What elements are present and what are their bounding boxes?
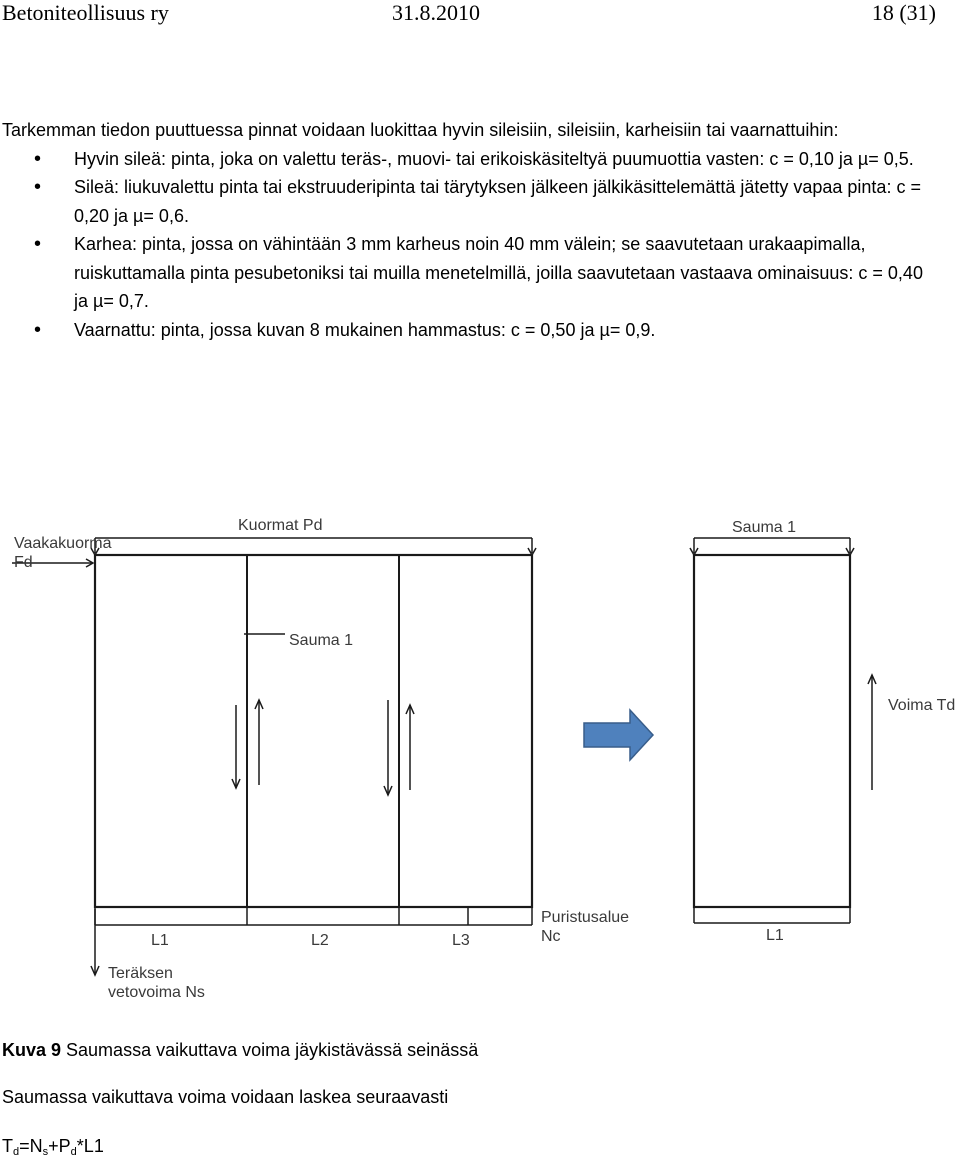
formula-part: +P xyxy=(48,1136,71,1156)
formula-subscript: d xyxy=(70,1146,77,1158)
transition-arrow-icon xyxy=(584,710,653,760)
formula xyxy=(2,1136,104,1158)
dimension-l2-label: L2 xyxy=(311,932,329,949)
panel-outline xyxy=(694,555,850,907)
figure-wall-joint-forces xyxy=(0,505,960,1010)
dimension-l1-label: L1 xyxy=(151,932,169,949)
header-page-number: 18 (31) xyxy=(871,0,936,25)
joint-label-right: Sauma 1 xyxy=(732,519,797,536)
header-organization: Betoniteollisuus ry xyxy=(2,0,169,25)
wall-panels-outline xyxy=(95,555,532,907)
formula-part: =N xyxy=(19,1136,43,1156)
figure-caption xyxy=(2,1040,478,1061)
caption-text: Saumassa vaikuttava voima jäykistävässä seinässä xyxy=(61,1040,479,1060)
compression-zone-label: Puristusalue Nc xyxy=(541,909,630,945)
page-header xyxy=(0,0,960,30)
formula-part: *L1 xyxy=(76,1136,104,1156)
paragraph: Saumassa vaikuttava voima voidaan laskea seuraavasti xyxy=(2,1087,449,1107)
force-label: Voima Td xyxy=(888,697,956,714)
list-item: • Sileä: liukuvalettu pinta tai ekstruuderipinta tai tärytyksen jälkeen jälkikäsittelemättä jätetty vapaa pinta: c = 0,20 ja µ= 0,6. xyxy=(2,173,937,230)
figure-diagram xyxy=(0,505,960,1010)
steel-tension-label: Teräksen vetovoima Ns xyxy=(108,965,205,1001)
loads-label: Kuormat Pd xyxy=(238,517,323,534)
horizontal-load-label: Vaakakuorma Fd xyxy=(14,535,112,571)
dimension-l1-right-label: L1 xyxy=(766,927,784,944)
list-item: • Vaarnattu: pinta, jossa kuvan 8 mukainen hammastus: c = 0,50 ja µ= 0,9. xyxy=(2,316,937,345)
caption-label: Kuva 9 xyxy=(2,1040,62,1060)
formula-subscript: d xyxy=(13,1146,20,1158)
formula-subscript: s xyxy=(42,1146,49,1158)
intro-paragraph: Tarkemman tiedon puuttuessa pinnat voidaan luokittaa hyvin sileisiin, sileisiin, karheisiin tai vaarnattuihin: xyxy=(2,120,839,140)
header-date: 31.8.2010 xyxy=(392,0,480,25)
surface-class-list xyxy=(2,145,937,345)
joint-label: Sauma 1 xyxy=(289,632,354,649)
formula-part: T xyxy=(2,1136,13,1156)
body-text xyxy=(2,116,937,344)
dimension-l3-label: L3 xyxy=(452,932,470,949)
list-item: • Hyvin sileä: pinta, joka on valettu teräs-, muovi- tai erikoiskäsiteltyä puumuottia vasten: c = 0,10 ja µ= 0,5. xyxy=(2,145,937,174)
list-item: • Karhea: pinta, jossa on vähintään 3 mm karheus noin 40 mm välein; se saavutetaan urakaapimalla, ruiskuttamalla pinta pesubetoniksi tai muilla menetelmillä, joilla saavutetaan vastaava ominaisuus: c = 0,40 ja µ= 0,7. xyxy=(2,230,937,316)
